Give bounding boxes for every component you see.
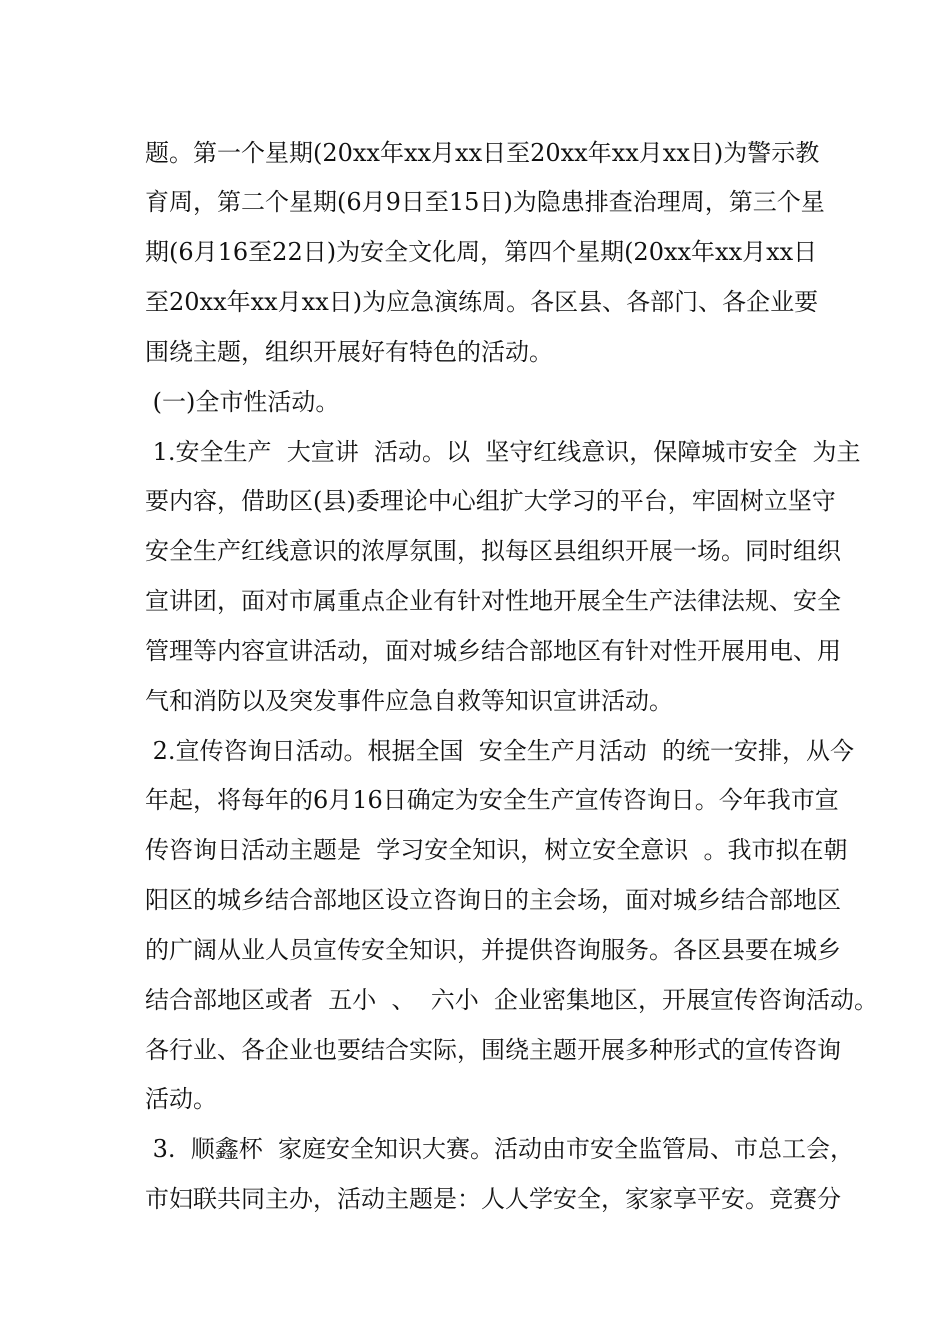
text-line: 1.安全生产 大宣讲 活动。以 坚守红线意识，保障城市安全 为主 <box>145 438 861 466</box>
text-line: 的广阔从业人员宣传安全知识，并提供咨询服务。各区县要在城乡 <box>145 936 841 964</box>
text-line: 结合部地区或者 五小 、 六小 企业密集地区，开展宣传咨询活动。 <box>145 986 879 1014</box>
text-line: 传咨询日活动主题是 学习安全知识，树立安全意识 。我市拟在朝 <box>145 836 848 864</box>
text-line: 气和消防以及突发事件应急自救等知识宣讲活动。 <box>145 687 673 715</box>
text-line: 要内容，借助区(县)委理论中心组扩大学习的平台，牢固树立坚守 <box>145 487 836 515</box>
section-heading: (一)全市性活动。 <box>145 388 340 416</box>
text-line: 各行业、各企业也要结合实际，围绕主题开展多种形式的宣传咨询 <box>145 1036 841 1064</box>
text-line: 至20xx年xx月xx日)为应急演练周。各区县、各部门、各企业要 <box>145 288 819 316</box>
text-line: 2.宣传咨询日活动。根据全国 安全生产月活动 的统一安排，从今 <box>145 737 855 765</box>
text-line: 管理等内容宣讲活动，面对城乡结合部地区有针对性开展用电、用 <box>145 637 841 665</box>
text-line: 安全生产红线意识的浓厚氛围，拟每区县组织开展一场。同时组织 <box>145 537 841 565</box>
text-line: 围绕主题，组织开展好有特色的活动。 <box>145 338 553 366</box>
text-line: 育周，第二个星期(6月9日至15日)为隐患排查治理周，第三个星 <box>145 188 825 216</box>
text-line: 活动。 <box>145 1085 217 1113</box>
text-line: 3. 顺鑫杯 家庭安全知识大赛。活动由市安全监管局、市总工会， <box>145 1135 855 1163</box>
text-line: 阳区的城乡结合部地区设立咨询日的主会场，面对城乡结合部地区 <box>145 886 841 914</box>
text-line: 年起，将每年的6月16日确定为安全生产宣传咨询日。今年我市宣 <box>145 786 839 814</box>
text-line: 宣讲团，面对市属重点企业有针对性地开展全生产法律法规、安全 <box>145 587 841 615</box>
text-line: 市妇联共同主办，活动主题是：人人学安全，家家享平安。竞赛分 <box>145 1185 841 1213</box>
text-line: 期(6月16至22日)为安全文化周，第四个星期(20xx年xx月xx日 <box>145 238 818 266</box>
text-line: 题。第一个星期(20xx年xx月xx日至20xx年xx月xx日)为警示教 <box>145 139 820 167</box>
